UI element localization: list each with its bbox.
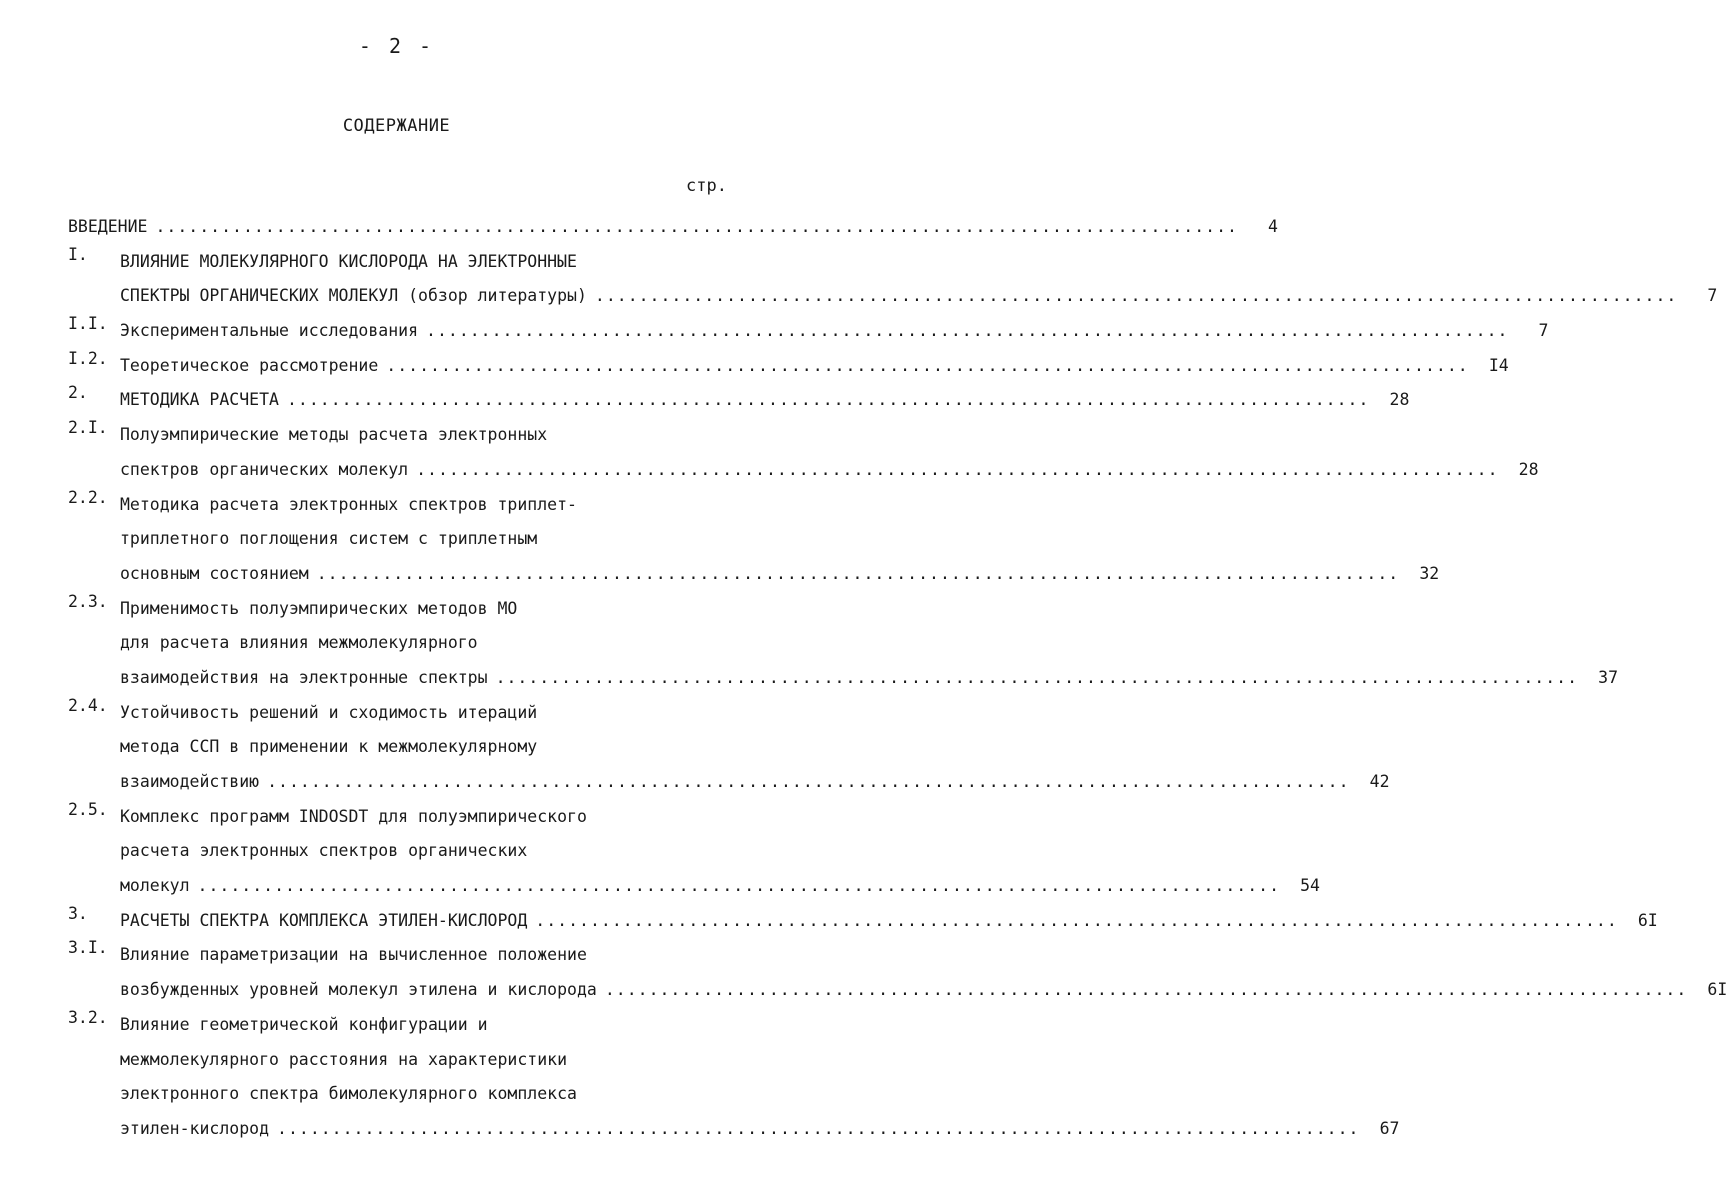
toc-entry-page: 6I [1707,980,1727,1000]
toc-entry-line [120,314,1549,349]
toc-entry [68,487,1440,592]
table-of-contents [68,210,1727,1147]
page-number: - 2 - [358,34,435,58]
toc-entry-title: возбужденных уровней молекул этилена и кислорода [120,980,597,1000]
toc-entry-title: Теоретическое рассмотрение [120,355,379,375]
toc-entry-body [120,938,1727,1007]
toc-entry [68,695,1390,800]
toc-entry-line [120,730,714,765]
toc-entry [68,383,1410,418]
toc-entry [68,938,1727,1007]
toc-entry-title: основным состоянием [120,563,309,583]
toc-entry-number: 2.4. [68,695,108,715]
dot-leader: ................................................................................................... [386,355,1469,375]
toc-entry-body [120,1008,1400,1147]
toc-entry-number: I.I. [68,314,108,334]
dot-leader: ................................................................................................... [495,667,1579,687]
toc-entry-line [120,904,1658,939]
toc-entry-title: метода ССП в применении к межмолекулярному [120,737,538,757]
toc-entry-number: 3.I. [68,938,108,958]
toc-entry-title: Влияние геометрической конфигурации и [120,1014,488,1034]
toc-entry-title: триплетного поглощения систем с триплетным [120,529,538,549]
toc-entry-line [120,696,714,731]
toc-entry-line [120,557,1440,592]
toc-entry-page: I4 [1488,355,1509,375]
toc-entry-title: взаимодействию [120,772,260,791]
dot-leader: ................................................................................................... [316,563,1400,583]
toc-entry-title: Полуэмпирические методы расчета электронных [120,425,548,445]
toc-entry-line [68,210,1278,245]
toc-entry-title: РАСЧЕТЫ СПЕКТРА КОМПЛЕКСА ЭТИЛЕН-КИСЛОРОД [120,910,528,930]
page-column-label: стр. [686,176,727,196]
toc-entry-page: 7 [1538,321,1549,341]
toc-entry-line [120,383,1410,418]
toc-entry-line [120,661,1619,696]
toc-entry-title: этилен-кислород [120,1118,270,1138]
dot-leader: ................................................................................................... [604,980,1688,1000]
toc-entry-page: 32 [1419,563,1440,583]
toc-entry-body [120,904,1658,939]
toc-entry-title: ВВЕДЕНИЕ [68,217,148,236]
toc-entry-line [120,453,1539,488]
toc-entry-line [120,418,714,453]
dot-leader: ................................................................................................... [197,876,1280,896]
toc-entry-number: 3.2. [68,1007,108,1027]
toc-entry [68,1007,1400,1147]
toc-entry-number: I.2. [68,348,108,368]
toc-entry-line [120,1008,714,1043]
toc-entry-page: 67 [1379,1118,1400,1138]
toc-entry-line [120,1043,714,1078]
toc-entry-title: электронного спектра бимолекулярного комплекса [120,1084,577,1104]
toc-entry [68,348,1509,384]
toc-entry [68,591,1619,696]
toc-entry-line [120,938,714,973]
toc-entry-number: I. [68,244,88,264]
toc-entry-title: Устойчивость решений и сходимость итераций [120,702,538,722]
toc-entry-title: взаимодействия на электронные спектры [120,667,488,687]
toc-entry-title: спектров органических молекул [120,459,409,479]
toc-entry-title: расчета электронных спектров органических [120,841,528,861]
dot-leader: ................................................................................................... [535,910,1618,930]
toc-entry-title: ВЛИЯНИЕ МОЛЕКУЛЯРНОГО КИСЛОРОДА НА ЭЛЕКТРОННЫЕ [120,251,577,271]
dot-leader: ................................................................................................... [416,459,1499,479]
toc-entry [68,244,1718,314]
toc-entry-line [120,488,714,523]
dot-leader: ................................................................................................... [426,321,1509,341]
toc-entry-body [120,592,1619,696]
page-title: СОДЕРЖАНИЕ [342,116,451,136]
dot-leader: ................................................................................................... [267,772,1350,791]
toc-entry-page: 28 [1389,390,1410,410]
toc-entry-line [120,1077,714,1112]
toc-entry-title: Комплекс программ INDOSDT для полуэмпирического [120,806,587,826]
toc-entry-title: межмолекулярного расстояния на характеристики [120,1049,568,1069]
toc-entry-line [120,626,714,661]
toc-entry-page: 6I [1637,910,1658,930]
toc-entry-number: 2.5. [68,799,108,819]
toc-entry-number: 3. [68,903,88,923]
toc-entry-page: 37 [1598,667,1619,687]
toc-entry [68,210,1278,245]
toc-entry-body [68,210,1278,245]
toc-entry [68,799,1320,904]
toc-entry-page: 42 [1369,772,1390,791]
toc-entry-line [120,522,714,557]
dot-leader: ................................................................................................... [594,286,1678,306]
toc-entry-page: 7 [1707,286,1718,306]
toc-entry-line [120,800,714,835]
toc-entry-line [120,279,1718,314]
toc-entry-page: 28 [1518,459,1539,479]
toc-entry-page: 4 [1268,217,1278,236]
toc-entry-title: Влияние параметризации на вычисленное положение [120,945,587,965]
toc-entry-body [120,800,1320,904]
toc-entry-title: Применимость полуэмпирических методов МО [120,598,518,618]
dot-leader: ................................................................................................... [155,217,1238,236]
toc-entry-number: 2. [68,383,88,403]
toc-entry-title: МЕТОДИКА РАСЧЕТА [120,390,279,410]
toc-entry-line [120,869,1320,904]
toc-entry-line [120,245,714,280]
toc-entry-line [120,834,714,869]
toc-entry-title: СПЕКТРЫ ОРГАНИЧЕСКИХ МОЛЕКУЛ (обзор литературы) [120,286,587,306]
toc-entry-line [120,1112,1400,1147]
toc-entry-line [120,592,714,627]
toc-entry [68,314,1549,349]
toc-entry-number: 2.3. [68,591,108,611]
dot-leader: ................................................................................................... [286,390,1370,410]
dot-leader: ................................................................................................... [277,1118,1360,1138]
toc-entry-body [120,383,1410,418]
toc-entry-title: молекул [120,876,190,896]
toc-entry-line [120,973,1727,1008]
toc-entry-body [120,245,1718,314]
toc-entry-body [120,314,1549,349]
toc-entry-line [120,765,1390,800]
toc-entry-title: Методика расчета электронных спектров триплет- [120,494,577,514]
toc-entry-title: Экспериментальные исследования [120,321,419,341]
toc-entry-body [120,349,1509,384]
toc-entry-body [120,488,1440,592]
toc-entry [68,418,1539,487]
toc-entry-body [120,696,1390,800]
toc-entry-page: 54 [1300,876,1320,896]
toc-entry-number: 2.2. [68,487,108,507]
toc-entry-title: для расчета влияния межмолекулярного [120,633,478,653]
toc-entry-number: 2.I. [68,418,108,438]
toc-entry-body [120,418,1539,487]
toc-entry [68,903,1658,939]
toc-entry-line [120,349,1509,384]
